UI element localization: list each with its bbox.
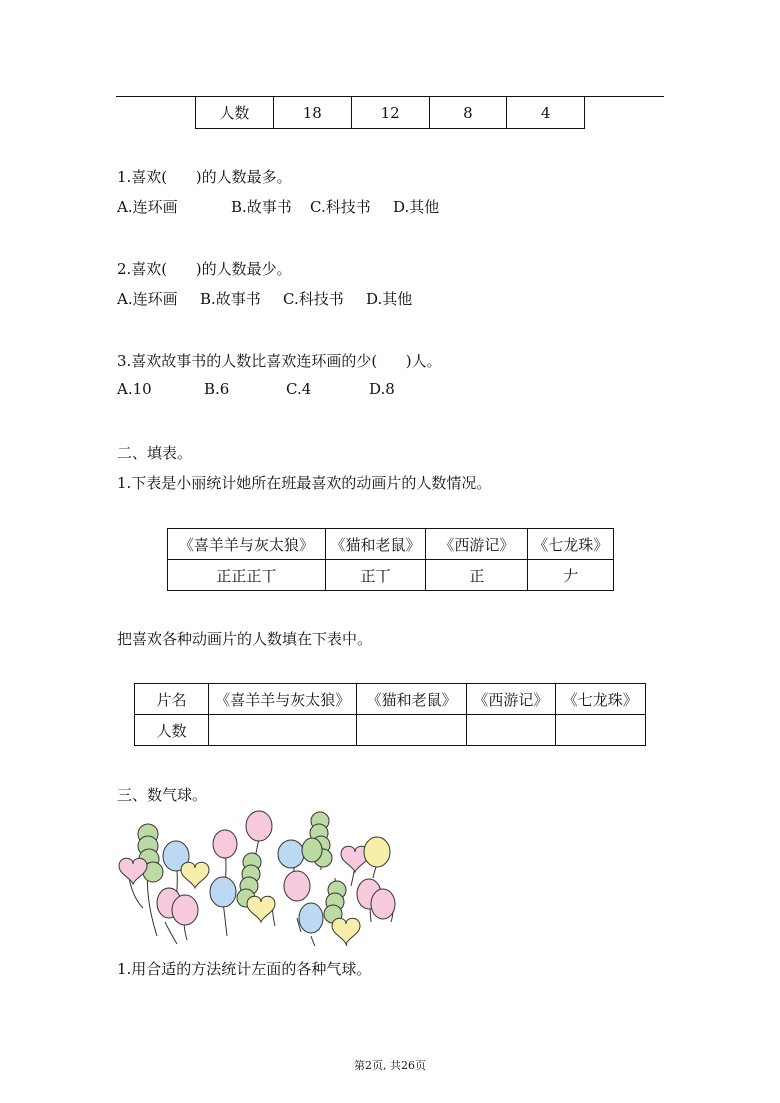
table-row	[135, 684, 646, 715]
balloon	[210, 877, 236, 907]
fill-instruction: 把喜欢各种动画片的人数填在下表中。	[117, 630, 373, 648]
balloon	[284, 871, 310, 901]
option-a[interactable]: A.10	[117, 380, 152, 398]
heart-balloon	[119, 858, 147, 884]
page-footer: 第2页, 共26页	[354, 1059, 426, 1072]
fill-table	[134, 683, 646, 746]
table-row	[168, 529, 614, 560]
answer-cell[interactable]	[357, 715, 467, 746]
heart-balloon	[181, 862, 209, 888]
table-cell: 12	[351, 97, 429, 129]
fill-header: 《猫和老鼠》	[357, 684, 467, 715]
tally-header: 《西游记》	[426, 529, 528, 560]
option-c[interactable]: C.科技书	[283, 290, 344, 308]
option-d[interactable]: D.其他	[366, 290, 413, 308]
answer-cell[interactable]	[555, 715, 645, 746]
option-b[interactable]: B.6	[204, 380, 230, 398]
tally-header: 《喜羊羊与灰太狼》	[168, 529, 326, 560]
balloon	[302, 838, 322, 862]
option-b[interactable]: B.故事书	[231, 198, 292, 216]
table-row	[135, 715, 646, 746]
tally-marks: 正正正丅	[168, 560, 326, 591]
section-2-heading: 二、填表。	[117, 444, 193, 462]
section-3-heading: 三、数气球。	[117, 786, 208, 804]
option-d[interactable]: D.其他	[393, 198, 440, 216]
table-cell: 4	[507, 97, 585, 129]
fill-header: 《西游记》	[467, 684, 555, 715]
fill-header: 《喜羊羊与灰太狼》	[209, 684, 357, 715]
option-a[interactable]: A.连环画	[117, 290, 178, 308]
tally-marks: 正	[426, 560, 528, 591]
tally-header: 《猫和老鼠》	[325, 529, 425, 560]
question-2-stem: 2.喜欢( )的人数最少。	[117, 260, 292, 278]
tally-marks: 正丅	[325, 560, 425, 591]
balloon	[172, 895, 198, 925]
option-c[interactable]: C.科技书	[310, 198, 371, 216]
tally-table	[167, 528, 614, 591]
balloon	[213, 830, 237, 858]
count-table	[195, 97, 585, 129]
answer-cell[interactable]	[467, 715, 555, 746]
tally-header: 《七龙珠》	[528, 529, 614, 560]
table-row	[168, 560, 614, 591]
balloon	[246, 811, 272, 841]
option-c[interactable]: C.4	[286, 380, 312, 398]
fill-header-label: 片名	[135, 684, 209, 715]
tally-marks: 𠂇	[528, 560, 614, 591]
section-2-question-1: 1.下表是小丽统计她所在班最喜欢的动画片的人数情况。	[117, 474, 492, 492]
heart-balloon	[332, 918, 360, 944]
table-cell: 8	[429, 97, 507, 129]
table-cell: 18	[273, 97, 351, 129]
balloon	[364, 837, 390, 867]
question-3-stem: 3.喜欢故事书的人数比喜欢连环画的少( )人。	[117, 352, 442, 370]
balloon	[278, 840, 304, 868]
option-a[interactable]: A.连环画	[117, 198, 178, 216]
section-3-question-1: 1.用合适的方法统计左面的各种气球。	[117, 960, 372, 978]
fill-header: 《七龙珠》	[555, 684, 645, 715]
option-b[interactable]: B.故事书	[200, 290, 261, 308]
fill-row-label: 人数	[135, 715, 209, 746]
question-1-stem: 1.喜欢( )的人数最多。	[117, 168, 292, 186]
balloon-illustration	[115, 808, 405, 948]
answer-cell[interactable]	[209, 715, 357, 746]
option-d[interactable]: D.8	[369, 380, 395, 398]
heart-balloon	[247, 896, 275, 922]
balloon	[299, 903, 323, 933]
balloon	[371, 889, 395, 919]
table-row	[196, 97, 585, 129]
table-cell-label: 人数	[196, 97, 274, 129]
